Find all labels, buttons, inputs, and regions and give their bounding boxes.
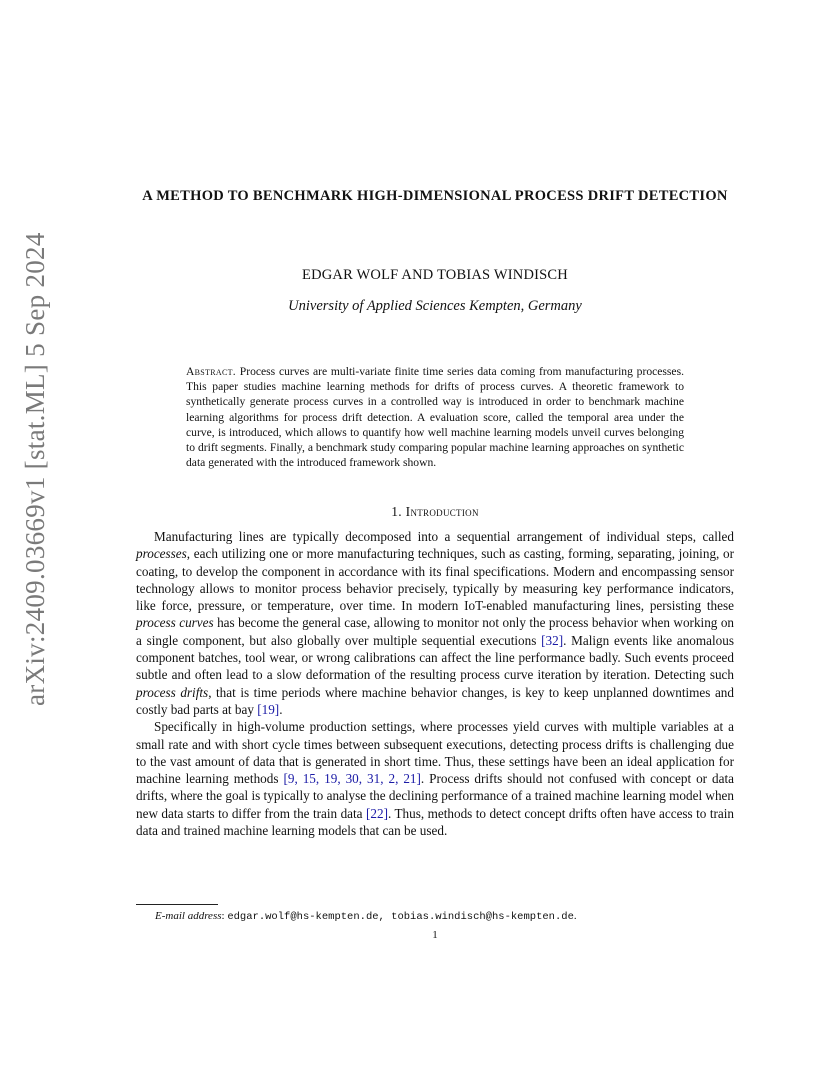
page-number: 1 bbox=[432, 929, 438, 941]
text-run: , each utilizing one or more manufacturing techniques, such as casting, forming, separating, joining, or coating, to develop the component in accordance with its final specifications. Modern and encompassing sensor technology allows to monitor process behavior precisely, typically by measuring key performance indicators, like force, pressure, or temperature, over time. In modern IoT-enabled manufacturing lines, persisting these bbox=[136, 546, 734, 614]
section-number: 1. bbox=[391, 504, 402, 519]
paragraph-1 bbox=[136, 528, 734, 718]
citation-link[interactable]: [19] bbox=[257, 701, 280, 717]
arxiv-identifier: arXiv:2409.03669v1 [stat.ML] 5 Sep 2024 bbox=[20, 232, 50, 706]
emphasis: process curves bbox=[136, 615, 214, 631]
text-run: . bbox=[279, 701, 283, 717]
text-run: . Thus, methods to detect concept drifts often have access to train data and trained machine learning models that can be used. bbox=[136, 805, 735, 839]
footnote-label: E-mail address bbox=[155, 910, 222, 922]
text-run: . Process drifts should not confused with concept or data drifts, where the goal is typically to analyse the declining performance of a trained machine learning model when new data starts to differ from the train data bbox=[136, 771, 734, 821]
text-run: . Malign events like anomalous component batches, tool wear, or wrong calibrations can affect the line performance badly. Such events proceed subtle and often lead to a slow deformation of the resulting process curve iteration by iteration. Detecting such bbox=[136, 632, 735, 683]
body-text bbox=[136, 528, 734, 839]
paper-affiliation: University of Applied Sciences Kempten, Germany bbox=[288, 298, 582, 314]
citation-link[interactable]: [9, 15, 19, 30, 31, 2, 21] bbox=[283, 771, 421, 787]
footnote-end: . bbox=[573, 910, 577, 922]
citation-link[interactable]: [32] bbox=[541, 632, 564, 648]
abstract-label: Abstract. bbox=[186, 365, 236, 378]
section-heading-introduction bbox=[136, 504, 734, 520]
emphasis: process drifts bbox=[136, 684, 209, 700]
emphasis: processes bbox=[136, 546, 187, 562]
text-run: Specifically in high-volume production settings, where processes yield curves with multiple variables at a small rate and with short cycle times between subsequent executions, detecting process drifts is challenging due to the vast amount of data that is generated in short time. Thus, these settings have been an ideal application for machine learning methods bbox=[136, 719, 734, 787]
text-run: Manufacturing lines are typically decomposed into a sequential arrangement of individual steps, called bbox=[154, 529, 734, 544]
abstract-text: Process curves are multi-variate finite time series data coming from manufacturing processes. This paper studies machine learning methods for drifts of process curves. A theoretic framework to synthetically generate process curves in a controlled way is introduced in order to benchmark machine learning algorithms for process drift detection. A evaluation score, called the temporal area under the curve, is introduced, which allows to quantify how well machine learning models unveil curves belonging to drift segments. Finally, a benchmark study comparing popular machine learning approaches on synthetic data generated with the introduced framework shown. bbox=[186, 365, 684, 470]
abstract bbox=[186, 364, 684, 470]
citation-link[interactable]: [22] bbox=[366, 805, 388, 821]
text-run: , that is time periods where machine behavior changes, is key to keep unplanned downtimes and costly bad parts at bay bbox=[136, 684, 734, 717]
footnote-separator: : bbox=[221, 910, 228, 922]
paper-authors: EDGAR WOLF AND TOBIAS WINDISCH bbox=[302, 267, 568, 283]
footnote-rule bbox=[136, 904, 218, 905]
paragraph-2 bbox=[136, 718, 734, 839]
section-title: Introduction bbox=[405, 504, 479, 519]
email-addresses[interactable]: edgar.wolf@hs-kempten.de, tobias.windisch@hs-kempten.de bbox=[227, 911, 574, 923]
paper-title: A METHOD TO BENCHMARK HIGH-DIMENSIONAL PROCESS DRIFT DETECTION bbox=[142, 188, 728, 204]
text-run: has become the general case, allowing to monitor not only the process behavior when working on a single component, but also globally over multiple sequential executions bbox=[136, 615, 735, 648]
footnote-email bbox=[155, 910, 735, 923]
